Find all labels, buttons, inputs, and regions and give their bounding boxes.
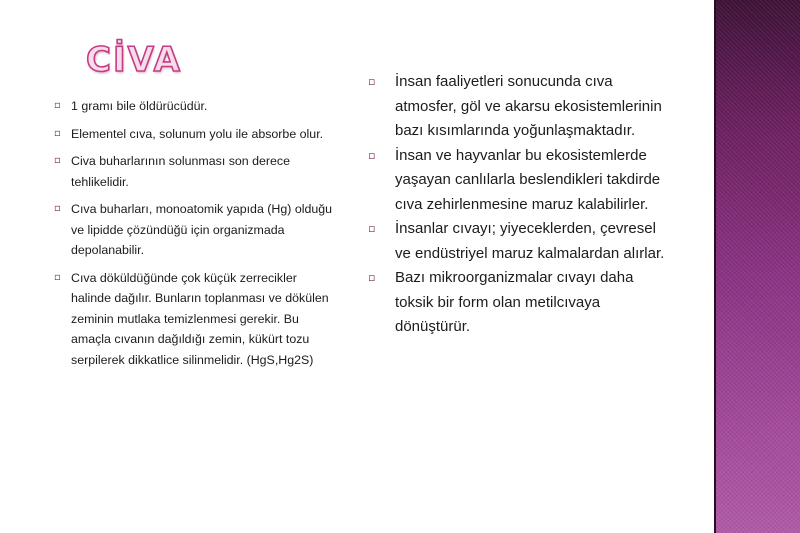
list-item xyxy=(54,268,339,371)
list-item xyxy=(368,217,668,266)
bullet-text: Elementel cıva, solunum yolu ile absorbe olur. xyxy=(71,126,324,141)
bullet-text: İnsan ve hayvanlar bu ekosistemlerde yaşayan canlılarla beslendikleri takdirde cıva zehirlenmesine maruz kalabilirler. xyxy=(395,146,661,213)
bullet-text: İnsan faaliyetleri sonucunda cıva atmosfer, göl ve akarsu ekosistemlerinin bazı kısımlarında yoğunlaşmaktadır. xyxy=(395,73,662,139)
square-bullet-icon: ▫ xyxy=(54,127,61,139)
square-bullet-icon: ▫ xyxy=(54,271,61,283)
list-item xyxy=(368,144,668,218)
bullet-text: Bazı mikroorganizmalar cıvayı daha toksik bir form olan metilcıvaya dönüştürür. xyxy=(395,269,634,335)
list-item xyxy=(54,124,339,145)
slide-title: CİVA xyxy=(86,40,182,80)
bullet-text: İnsanlar cıvayı; yiyeceklerden, çevresel ve endüstriyel maruz kalmalardan alırlar. xyxy=(395,220,665,262)
list-item xyxy=(54,199,339,261)
square-bullet-icon: ▫ xyxy=(368,222,376,235)
bullet-text: Cıva buharları, monoatomik yapıda (Hg) olduğu ve lipidde çözündüğü için organizmada depolanabilir. xyxy=(71,202,333,257)
bullet-text: Civa buharlarının solunması son derece tehlikelidir. xyxy=(71,154,291,189)
list-item xyxy=(54,151,339,192)
list-item xyxy=(54,96,339,117)
left-bullet-list xyxy=(54,96,339,377)
decorative-sidebar xyxy=(714,0,800,533)
square-bullet-icon: ▫ xyxy=(368,148,376,162)
square-bullet-icon: ▫ xyxy=(54,155,61,166)
right-bullet-list xyxy=(368,70,668,340)
square-bullet-icon: ▫ xyxy=(368,75,376,88)
square-bullet-icon: ▫ xyxy=(368,271,376,284)
bullet-text: Cıva döküldüğünde çok küçük zerrecikler halinde dağılır. Bunların toplanması ve dökülen zeminin mutlaka temizlenmesi gerekir. Bu amaçla cıvanın dağıldığı zemin, kükürt tozu serpilerek dikkatlice silinmelidir. (HgS,Hg2S) xyxy=(71,270,329,367)
list-item xyxy=(368,266,668,340)
list-item xyxy=(368,70,668,144)
square-bullet-icon: ▫ xyxy=(54,100,61,111)
bullet-text: 1 gramı bile öldürücüdür. xyxy=(71,99,208,113)
square-bullet-icon: ▫ xyxy=(54,203,61,214)
